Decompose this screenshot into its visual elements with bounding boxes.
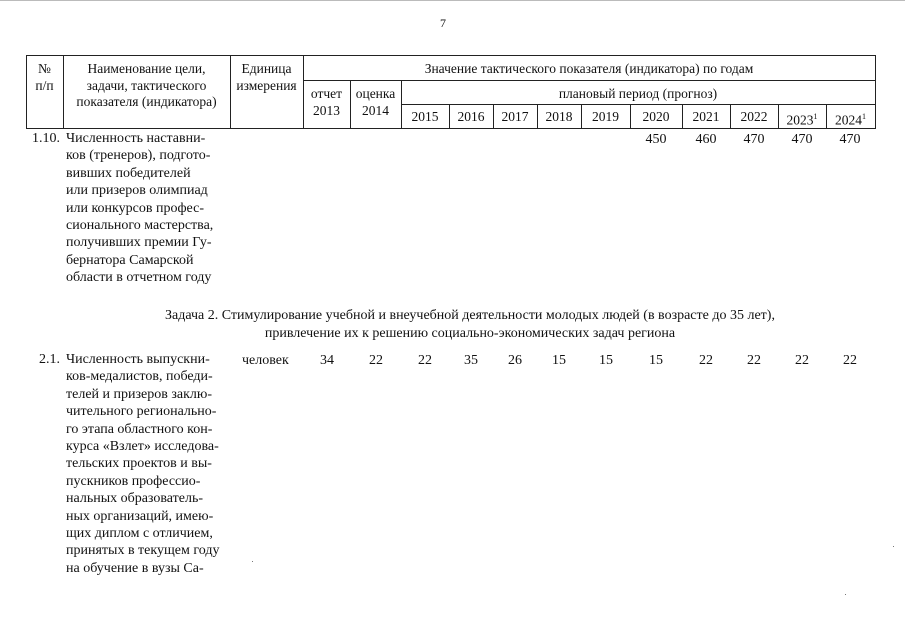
header-year: 2015 bbox=[411, 109, 439, 124]
row-2-1-unit: человек bbox=[242, 353, 289, 368]
header-plan-title: плановый период (прогноз) bbox=[558, 86, 718, 101]
row-2-1-value-2015: 22 bbox=[418, 353, 432, 368]
row-1-10-value-2020: 450 bbox=[645, 132, 667, 147]
header-year: 2017 bbox=[501, 109, 529, 124]
row-2-1-value-2013: 34 bbox=[320, 353, 334, 368]
header-year: 2020 bbox=[642, 109, 670, 124]
header-unit: Единица измерения bbox=[236, 61, 297, 93]
header-year: 2018 bbox=[545, 109, 573, 124]
row-2-1-value-2016: 35 bbox=[464, 353, 478, 368]
page-number: 7 bbox=[440, 16, 446, 30]
row-2-1-value-2022: 22 bbox=[747, 353, 761, 368]
row-1-10-value-2024: 470 bbox=[839, 132, 861, 147]
footnote-mark: 1 bbox=[862, 112, 866, 121]
top-edge-line bbox=[0, 0, 905, 1]
row-1-10-value-2023: 470 bbox=[791, 132, 813, 147]
row-2-1-name: Численность выпускни- ков-медалистов, победи- телей и призеров заклю- чительного регионально- го этапа областного кон- курса «Взлет» исследова- тельских проектов и вы- пускников профессио- нальных образователь- ных организаций, имею- щих диплом с отличием, принятых в текущем году на обучение в вузы Са- bbox=[66, 352, 220, 576]
row-2-1-value-2018: 15 bbox=[552, 353, 566, 368]
header-year: 2016 bbox=[457, 109, 485, 124]
row-2-1-value-2017: 26 bbox=[508, 353, 522, 368]
row-2-1-value-2024: 22 bbox=[843, 353, 857, 368]
row-2-1-value-2021: 22 bbox=[699, 353, 713, 368]
task-2-heading: Задача 2. Стимулирование учебной и внеучебной деятельности молодых людей (в возрасте до 35 лет), привлечение их к решению социально-экономических задач региона bbox=[165, 308, 775, 341]
scan-speck bbox=[845, 594, 846, 595]
header-values-title: Значение тактического показателя (индикатора) по годам bbox=[424, 61, 754, 76]
scan-speck bbox=[252, 561, 253, 562]
header-year: 2022 bbox=[740, 109, 768, 124]
row-1-10-id: 1.10. bbox=[32, 131, 60, 146]
row-2-1-id: 2.1. bbox=[39, 352, 60, 367]
header-year-footnoted: 2023$^1$ bbox=[786, 112, 818, 128]
row-2-1-value-2014: 22 bbox=[369, 353, 383, 368]
row-1-10-value-2022: 470 bbox=[743, 132, 765, 147]
header-name: Наименование цели, задачи, тактического показателя (индикатора) bbox=[76, 61, 217, 109]
header-estimate: оценка 2014 bbox=[355, 86, 396, 118]
header-report: отчет 2013 bbox=[310, 86, 343, 118]
row-2-1-value-2020: 15 bbox=[649, 353, 663, 368]
header-year: 2021 bbox=[692, 109, 720, 124]
row-1-10-value-2021: 460 bbox=[695, 132, 717, 147]
header-year-footnoted: 2024$^1$ bbox=[835, 112, 866, 128]
footnote-mark: 1 bbox=[813, 112, 818, 121]
row-2-1-value-2019: 15 bbox=[599, 353, 613, 368]
row-2-1-value-2023: 22 bbox=[795, 353, 809, 368]
row-1-10-name: Численность наставни- ков (тренеров), подгото- вивших победителей или призеров олимпиад или конкурсов профес- сионального мастерства, получивших премии Гу- бернатора Самарской области в отчетном году bbox=[66, 131, 214, 286]
scan-speck bbox=[893, 546, 894, 547]
header-year: 2019 bbox=[592, 109, 619, 124]
header-num: № п/п bbox=[35, 61, 54, 93]
